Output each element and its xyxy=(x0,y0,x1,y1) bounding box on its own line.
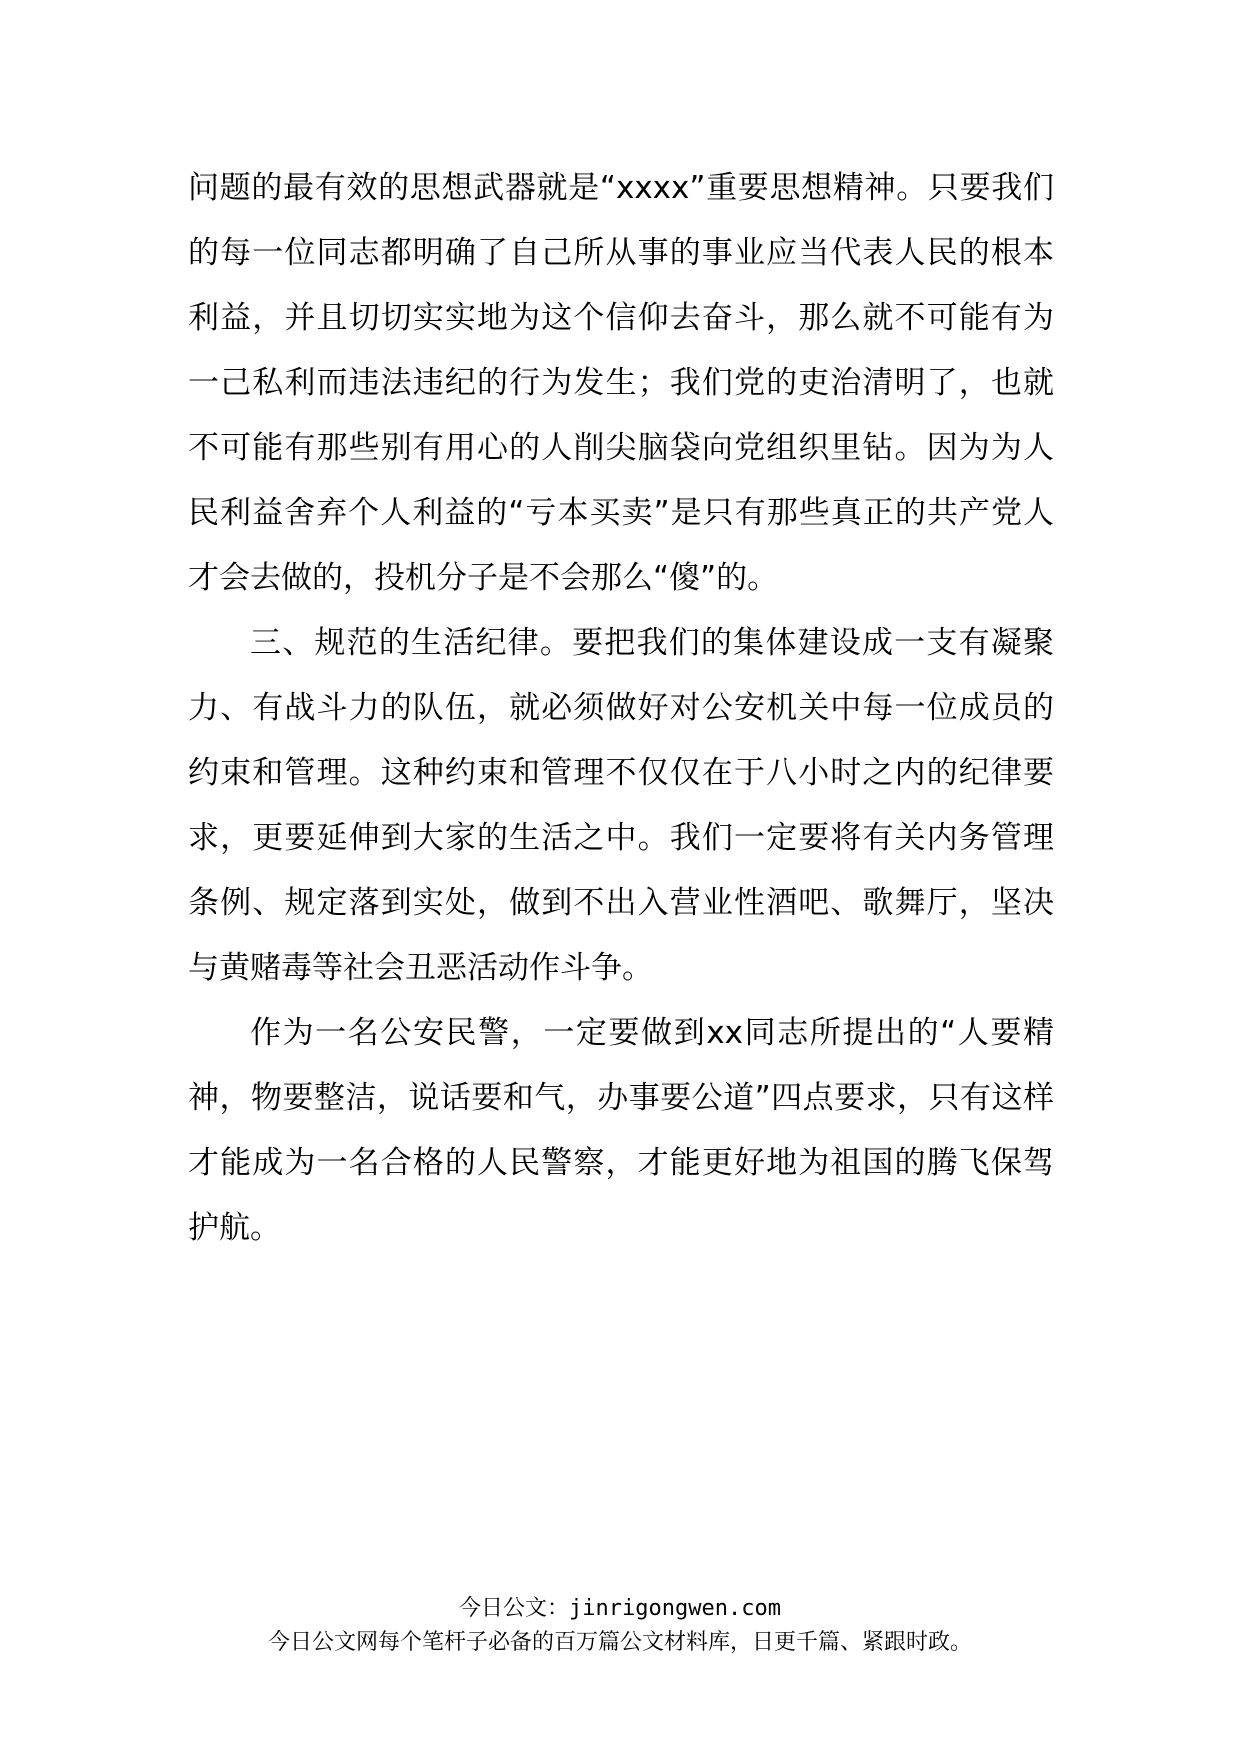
footer-label: 今日公文： xyxy=(459,1596,570,1621)
paragraph-conclusion: 作为一名公安民警，一定要做到xx同志所提出的“人要精神，物要整洁，说话要和气，办事要公道”四点要求，只有这样才能成为一名合格的人民警察，才能更好地为祖国的腾飞保驾护航。 xyxy=(188,1015,1054,1246)
footer-slogan: 今日公文网每个笔杆子必备的百万篇公文材料库，日更千篇、紧跟时政。 xyxy=(267,1630,972,1655)
document-body xyxy=(188,156,1054,1261)
footer-source xyxy=(0,1594,1240,1624)
footer-url-link[interactable]: jinrigongwen.com xyxy=(569,1596,781,1621)
paragraph-continued: 问题的最有效的思想武器就是“xxxx”重要思想精神。只要我们的每一位同志都明确了自己所从事的事业应当代表人民的根本利益，并且切切实实地为这个信仰去奋斗，那么就不可能有为一己私利而违法违纪的行为发生；我们党的吏治清明了，也就不可能有那些别有用心的人削尖脑袋向党组织里钻。因为为人民利益舍弃个人利益的“亏本买卖”是只有那些真正的共产党人才会去做的，投机分子是不会那么“傻”的。 xyxy=(188,170,1054,596)
paragraph-section-three: 三、规范的生活纪律。要把我们的集体建设成一支有凝聚力、有战斗力的队伍，就必须做好对公安机关中每一位成员的约束和管理。这种约束和管理不仅仅在于八小时之内的纪律要求，更要延伸到大家的生活之中。我们一定要将有关内务管理条例、规定落到实处，做到不出入营业性酒吧、歌舞厅，坚决与黄赌毒等社会丑恶活动作斗争。 xyxy=(188,625,1054,986)
